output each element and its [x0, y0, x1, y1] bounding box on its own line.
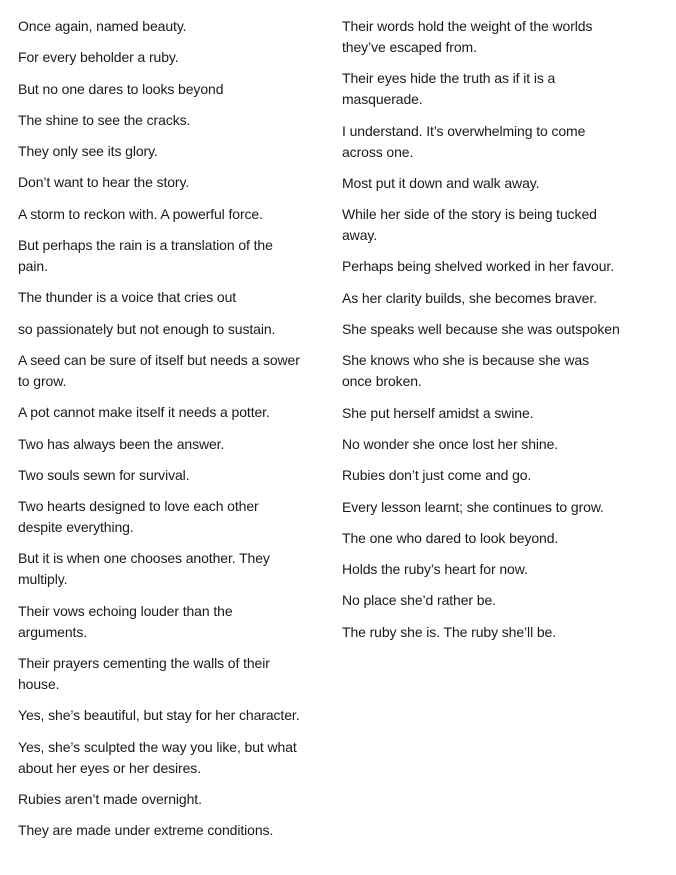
- poem-right-column: [342, 16, 620, 653]
- poem-line: Yes, she’s beautiful, but stay for her character.: [18, 707, 300, 724]
- poem-line: Their words hold the weight of the worlds they’ve escaped from.: [342, 18, 593, 55]
- poem-line: The thunder is a voice that cries out: [18, 289, 237, 306]
- poem-line: I understand. It’s overwhelming to come across one.: [342, 122, 586, 160]
- poem-line: She put herself amidst a swine.: [342, 404, 534, 421]
- poem-line: Rubies aren’t made overnight.: [18, 790, 202, 807]
- poem-line: Perhaps being shelved worked in her favour.: [342, 258, 614, 275]
- poem-line: Their prayers cementing the walls of their house.: [18, 655, 270, 693]
- poem-line: Most put it down and walk away.: [342, 174, 540, 191]
- poem-line: Once again, named beauty.: [18, 18, 187, 34]
- poem-line: The ruby she is. The ruby she’ll be.: [342, 623, 557, 640]
- poem-left-column: [18, 16, 300, 852]
- poem-line: They are made under extreme conditions.: [18, 822, 274, 839]
- poem-line: She speaks well because she was outspoken: [342, 321, 620, 338]
- poem-line: Don’t want to hear the story.: [18, 174, 190, 191]
- poem-line: She knows who she is because she was once broken.: [342, 352, 589, 390]
- poem-line: They only see its glory.: [18, 143, 158, 160]
- poem-line: A seed can be sure of itself but needs a sower to grow.: [18, 351, 300, 389]
- poem-line: Holds the ruby’s heart for now.: [342, 561, 528, 578]
- poem-line: No place she’d rather be.: [342, 592, 496, 609]
- poem-line: A pot cannot make itself it needs a potter.: [18, 404, 270, 421]
- poem-line: Their eyes hide the truth as if it is a masquerade.: [342, 70, 556, 108]
- poem-line: Two souls sewn for survival.: [18, 466, 190, 483]
- poem-line: Every lesson learnt; she continues to grow.: [342, 498, 604, 515]
- poem-line: For every beholder a ruby.: [18, 49, 179, 66]
- poem-line: Yes, she’s sculpted the way you like, but what about her eyes or her desires.: [18, 738, 297, 776]
- poem-line: A storm to reckon with. A powerful force.: [18, 205, 263, 222]
- poem-line: As her clarity builds, she becomes braver.: [342, 289, 597, 306]
- poem-line: But perhaps the rain is a translation of the pain.: [18, 237, 273, 275]
- poem-line: so passionately but not enough to sustain.: [18, 320, 276, 337]
- poem-line: No wonder she once lost her shine.: [342, 435, 559, 452]
- poem-line: Their vows echoing louder than the arguments.: [18, 602, 233, 640]
- poem-line: The one who dared to look beyond.: [342, 529, 559, 546]
- poem-line: Two hearts designed to love each other despite everything.: [18, 498, 259, 536]
- poem-line: But it is when one chooses another. They multiply.: [18, 550, 270, 588]
- poem-line: While her side of the story is being tucked away.: [342, 206, 597, 244]
- poem-line: But no one dares to looks beyond: [18, 80, 224, 97]
- poem-line: Rubies don’t just come and go.: [342, 467, 532, 484]
- poem-line: Two has always been the answer.: [18, 435, 225, 452]
- poem-line: The shine to see the cracks.: [18, 111, 191, 128]
